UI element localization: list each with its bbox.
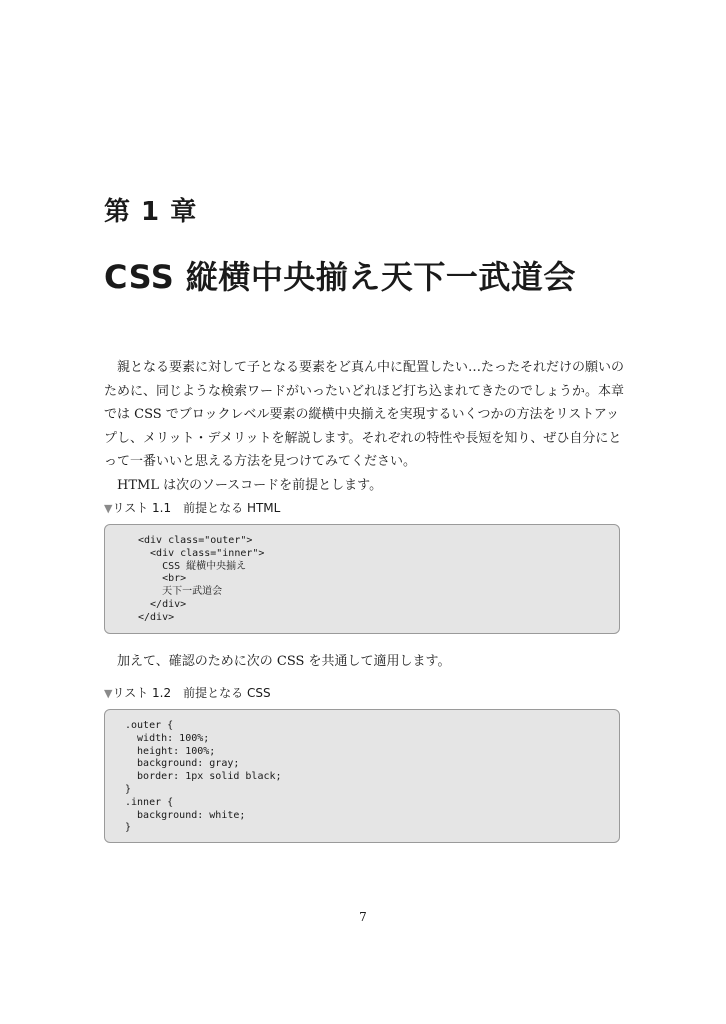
listing-1-code-block — [104, 524, 620, 634]
chapter-title: CSS 縦横中央揃え天下一武道会 — [104, 258, 576, 296]
listing-2-code — [125, 720, 619, 835]
code-line: .outer { — [125, 720, 174, 731]
code-line: border: 1px solid black; — [125, 771, 282, 783]
code-line: height: 100%; — [125, 745, 216, 757]
listing-1-code — [138, 535, 619, 625]
listing-2-code-block — [104, 709, 620, 843]
listing-1-caption-text: リスト 1.1 前提となる HTML — [112, 501, 281, 515]
code-line: CSS 縦横中央揃え — [138, 560, 247, 572]
chapter-label: 第 1 章 — [104, 197, 198, 227]
code-line: .inner { — [125, 796, 174, 808]
page-number: 7 — [359, 910, 367, 924]
code-line: </div> — [138, 611, 175, 623]
triangle-down-icon: ▼ — [104, 687, 113, 700]
listing-2-caption-text: リスト 1.2 前提となる CSS — [112, 686, 271, 700]
code-line: background: white; — [125, 809, 246, 821]
code-line: width: 100%; — [125, 732, 210, 744]
code-line: } — [125, 783, 132, 795]
listing-1-caption — [104, 499, 280, 516]
code-line: } — [125, 822, 132, 834]
css-intro-paragraph: 加えて、確認のために次の CSS を共通して適用します。 — [117, 654, 451, 669]
listing-2-caption — [104, 684, 271, 701]
triangle-down-icon: ▼ — [104, 502, 113, 515]
code-line: 天下一武道会 — [138, 586, 223, 598]
html-intro-paragraph: HTML は次のソースコードを前提とします。 — [117, 477, 383, 493]
code-line: <br> — [138, 573, 187, 585]
body-text — [104, 356, 624, 497]
code-line: </div> — [138, 598, 187, 610]
intro-paragraph: 親となる要素に対して子となる要素をど真ん中に配置したい…たったそれだけの願いのために、同じような検索ワードがいったいどれほど打ち込まれてきたのでしょうか。本章では CSS でブロックレベル要素の縦横中央揃えを実現するいくつかの方法をリストアップし、メリット・デメリットを解説します。それぞれの特性や長短を知り、ぜひ自分にとって一番いいと思える方法を見つけてみてください。 — [104, 360, 625, 469]
code-line: <div class="outer"> — [138, 535, 253, 546]
code-line: background: gray; — [125, 758, 240, 770]
code-line: <div class="inner"> — [138, 547, 265, 559]
